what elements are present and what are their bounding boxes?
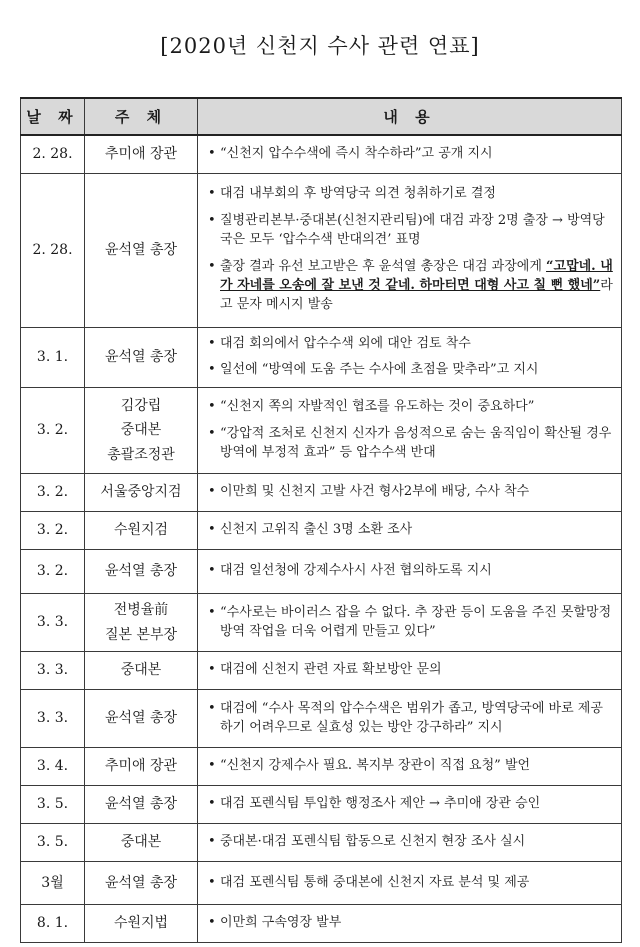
- content-cell: [198, 594, 622, 652]
- date-cell: 3. 3.: [21, 652, 85, 690]
- header-date: 날 짜: [21, 98, 85, 135]
- table-row: [21, 327, 622, 388]
- bullet-icon: •: [208, 604, 216, 620]
- subject-line: 중대본: [120, 834, 162, 851]
- text-segment: 신천지 고위직 출신 3명 소환 조사: [220, 522, 413, 538]
- item-text: [220, 145, 615, 164]
- date-cell: 3. 4.: [21, 748, 85, 786]
- bullet-item: [208, 604, 615, 642]
- subject-line: 수원지법: [113, 915, 169, 932]
- item-text: [220, 212, 615, 250]
- bullet-item: [208, 700, 615, 738]
- bullet-item: [208, 914, 615, 933]
- header-subject: 주 체: [85, 98, 198, 135]
- subject-cell: [85, 905, 198, 943]
- text-segment: “강압적 조처로 신천지 신자가 음성적으로 숨는 움직임이 확산될 경우 방역에 부정적 효과” 등 압수수색 반대: [220, 426, 612, 461]
- subject-line: 총괄조정관: [107, 446, 175, 463]
- content-cell: [198, 748, 622, 786]
- text-segment: 대검 포렌식팀 투입한 행정조사 제안 → 추미애 장관 승인: [220, 796, 541, 812]
- subject-line: 질본 본부장: [104, 626, 178, 643]
- item-text: [220, 874, 615, 893]
- content-cell: [198, 905, 622, 943]
- bullet-icon: •: [208, 758, 216, 774]
- content-cell: [198, 327, 622, 388]
- item-text: [220, 185, 615, 204]
- item-text: [220, 661, 615, 680]
- bullet-item: [208, 425, 615, 463]
- bullet-item: [208, 145, 615, 164]
- table-row: [21, 862, 622, 905]
- text-segment: 이만희 및 신천지 고발 사건 형사2부에 배당, 수사 착수: [220, 484, 530, 500]
- subject-cell: [85, 862, 198, 905]
- date-cell: 3. 3.: [21, 690, 85, 748]
- text-segment: 대검에 “수사 목적의 압수수색은 범위가 좁고, 방역당국에 바로 제공하기 어려우므로 실효성 있는 방안 강구하라” 지시: [220, 700, 603, 735]
- date-cell: 3. 3.: [21, 594, 85, 652]
- header-content: 내 용: [198, 98, 622, 135]
- subject-cell: [85, 327, 198, 388]
- table-row: [21, 652, 622, 690]
- content-cell: [198, 474, 622, 512]
- bullet-icon: •: [208, 145, 216, 161]
- text-segment: 이만희 구속영장 발부: [220, 915, 342, 931]
- bullet-item: [208, 757, 615, 776]
- text-segment: “수사로는 바이러스 잡을 수 없다. 추 장관 등이 도움을 주진 못할망정 방역 작업을 더욱 어렵게 만들고 있다”: [220, 604, 612, 639]
- text-segment: 대검 일선청에 강제수사시 사전 협의하도록 지시: [220, 563, 492, 579]
- subject-line: 윤석열 총장: [104, 563, 178, 580]
- item-text: [220, 258, 615, 315]
- content-cell: [198, 388, 622, 474]
- table-row: [21, 474, 622, 512]
- subject-cell: [85, 135, 198, 173]
- date-cell: 3. 5.: [21, 786, 85, 824]
- table-row: [21, 748, 622, 786]
- subject-line: 윤석열 총장: [104, 874, 178, 891]
- bullet-item: [208, 398, 615, 417]
- content-cell: [198, 824, 622, 862]
- bullet-icon: •: [208, 834, 216, 850]
- text-segment: 질병관리본부·중대본(신천지관리팀)에 대검 과장 2명 출장 → 방역당국은 모두 ‘압수수색 반대의견’ 표명: [220, 213, 605, 248]
- date-cell: 3. 2.: [21, 474, 85, 512]
- subject-line: 추미애 장관: [104, 758, 178, 775]
- bullet-icon: •: [208, 662, 216, 678]
- bullet-icon: •: [208, 362, 216, 378]
- subject-cell: [85, 748, 198, 786]
- content-cell: [198, 550, 622, 594]
- text-segment: 출장 결과 유선 보고받은 후 윤석열 총장은 대검 과장에게: [220, 259, 547, 274]
- bullet-icon: •: [208, 399, 216, 415]
- subject-line: 윤석열 총장: [104, 710, 178, 727]
- item-text: [220, 483, 615, 502]
- text-segment: 라고 문자 메시지 발송: [220, 277, 613, 312]
- date-cell: 3월: [21, 862, 85, 905]
- content-cell: [198, 690, 622, 748]
- bullet-icon: •: [208, 874, 216, 890]
- text-segment: 대검에 신천지 관련 자료 확보방안 문의: [220, 662, 442, 678]
- header-row: [21, 98, 622, 135]
- bullet-item: [208, 874, 615, 893]
- text-segment: 대검 내부회의 후 방역당국 의견 청취하기로 결정: [220, 186, 496, 202]
- subject-cell: [85, 652, 198, 690]
- table-row: [21, 388, 622, 474]
- bullet-icon: •: [208, 484, 216, 500]
- table-row: [21, 786, 622, 824]
- subject-cell: [85, 512, 198, 550]
- content-cell: [198, 862, 622, 905]
- bullet-item: [208, 562, 615, 581]
- date-cell: 2. 28.: [21, 173, 85, 327]
- text-segment: 대검 회의에서 압수수색 외에 대안 검토 착수: [220, 335, 471, 351]
- item-text: [220, 521, 615, 540]
- subject-cell: [85, 690, 198, 748]
- bullet-icon: •: [208, 796, 216, 812]
- subject-cell: [85, 173, 198, 327]
- item-text: [220, 700, 615, 738]
- date-cell: 2. 28.: [21, 135, 85, 173]
- content-cell: [198, 652, 622, 690]
- bullet-icon: •: [208, 563, 216, 579]
- table-row: [21, 512, 622, 550]
- table-row: [21, 594, 622, 652]
- table-row: [21, 905, 622, 943]
- text-segment: 대검 포렌식팀 통해 중대본에 신천지 자료 분석 및 제공: [220, 874, 530, 890]
- bullet-icon: •: [208, 522, 216, 538]
- subject-cell: [85, 824, 198, 862]
- text-segment: 중대본·대검 포렌식팀 합동으로 신천지 현장 조사 실시: [220, 834, 526, 850]
- bullet-item: [208, 483, 615, 502]
- bullet-icon: •: [208, 915, 216, 931]
- item-text: [220, 562, 615, 581]
- date-cell: 3. 5.: [21, 824, 85, 862]
- subject-line: 추미애 장관: [104, 146, 178, 162]
- text-segment: “신천지 쪽의 자발적인 협조를 유도하는 것이 중요하다”: [220, 399, 535, 415]
- page-title: [2020년 신천지 수사 관련 연표]: [160, 34, 480, 58]
- quote-emphasis: “고맙네. 내가 자네를 오송에 잘 보낸 것 같네. 하마터면 대형 사고 칠 뻔 했네”: [220, 259, 613, 293]
- timeline-body: [21, 135, 622, 943]
- table-row: [21, 173, 622, 327]
- item-text: [220, 398, 615, 417]
- content-cell: [198, 173, 622, 327]
- subject-cell: [85, 594, 198, 652]
- date-cell: 3. 2.: [21, 550, 85, 594]
- bullet-item: [208, 185, 615, 204]
- date-cell: 3. 2.: [21, 512, 85, 550]
- item-text: [220, 833, 615, 852]
- subject-cell: [85, 786, 198, 824]
- table-row: [21, 135, 622, 173]
- item-text: [220, 361, 615, 380]
- bullet-item: [208, 361, 615, 380]
- subject-line: 윤석열 총장: [104, 349, 178, 366]
- subject-line: 중대본: [120, 662, 162, 679]
- text-segment: “신천지 강제수사 필요. 복지부 장관이 직접 요청” 발언: [220, 758, 531, 774]
- text-segment: “신천지 압수수색에 즉시 착수하라”고 공개 지시: [220, 145, 493, 161]
- bullet-item: [208, 833, 615, 852]
- bullet-icon: •: [208, 426, 216, 442]
- date-cell: 3. 2.: [21, 388, 85, 474]
- item-text: [220, 914, 615, 933]
- timeline-table: [20, 97, 622, 943]
- subject-cell: [85, 550, 198, 594]
- subject-cell: [85, 474, 198, 512]
- subject-line: 윤석열 총장: [104, 796, 178, 813]
- item-text: [220, 604, 615, 642]
- bullet-icon: •: [208, 186, 216, 202]
- subject-line: 전병율前: [113, 602, 169, 619]
- subject-line: 수원지검: [113, 522, 169, 539]
- bullet-item: [208, 795, 615, 814]
- content-cell: [198, 786, 622, 824]
- subject-cell: [85, 388, 198, 474]
- content-cell: [198, 512, 622, 550]
- table-row: [21, 690, 622, 748]
- bullet-icon: •: [208, 700, 216, 716]
- bullet-item: [208, 258, 615, 315]
- item-text: [220, 425, 615, 463]
- bullet-icon: •: [208, 335, 216, 351]
- content-cell: [198, 135, 622, 173]
- bullet-item: [208, 661, 615, 680]
- subject-line: 서울중앙지검: [100, 484, 182, 501]
- bullet-icon: •: [208, 213, 216, 229]
- table-row: [21, 550, 622, 594]
- text-segment: 일선에 “방역에 도움 주는 수사에 초점을 맞추라”고 지시: [220, 362, 539, 378]
- subject-line: 중대본: [120, 422, 162, 439]
- date-cell: 3. 1.: [21, 327, 85, 388]
- bullet-item: [208, 335, 615, 354]
- table-row: [21, 824, 622, 862]
- bullet-icon: •: [208, 259, 216, 274]
- subject-line: 윤석열 총장: [104, 241, 178, 258]
- subject-line: 김강립: [120, 397, 162, 414]
- item-text: [220, 795, 615, 814]
- bullet-item: [208, 521, 615, 540]
- item-text: [220, 335, 615, 354]
- item-text: [220, 757, 615, 776]
- date-cell: 8. 1.: [21, 905, 85, 943]
- bullet-item: [208, 212, 615, 250]
